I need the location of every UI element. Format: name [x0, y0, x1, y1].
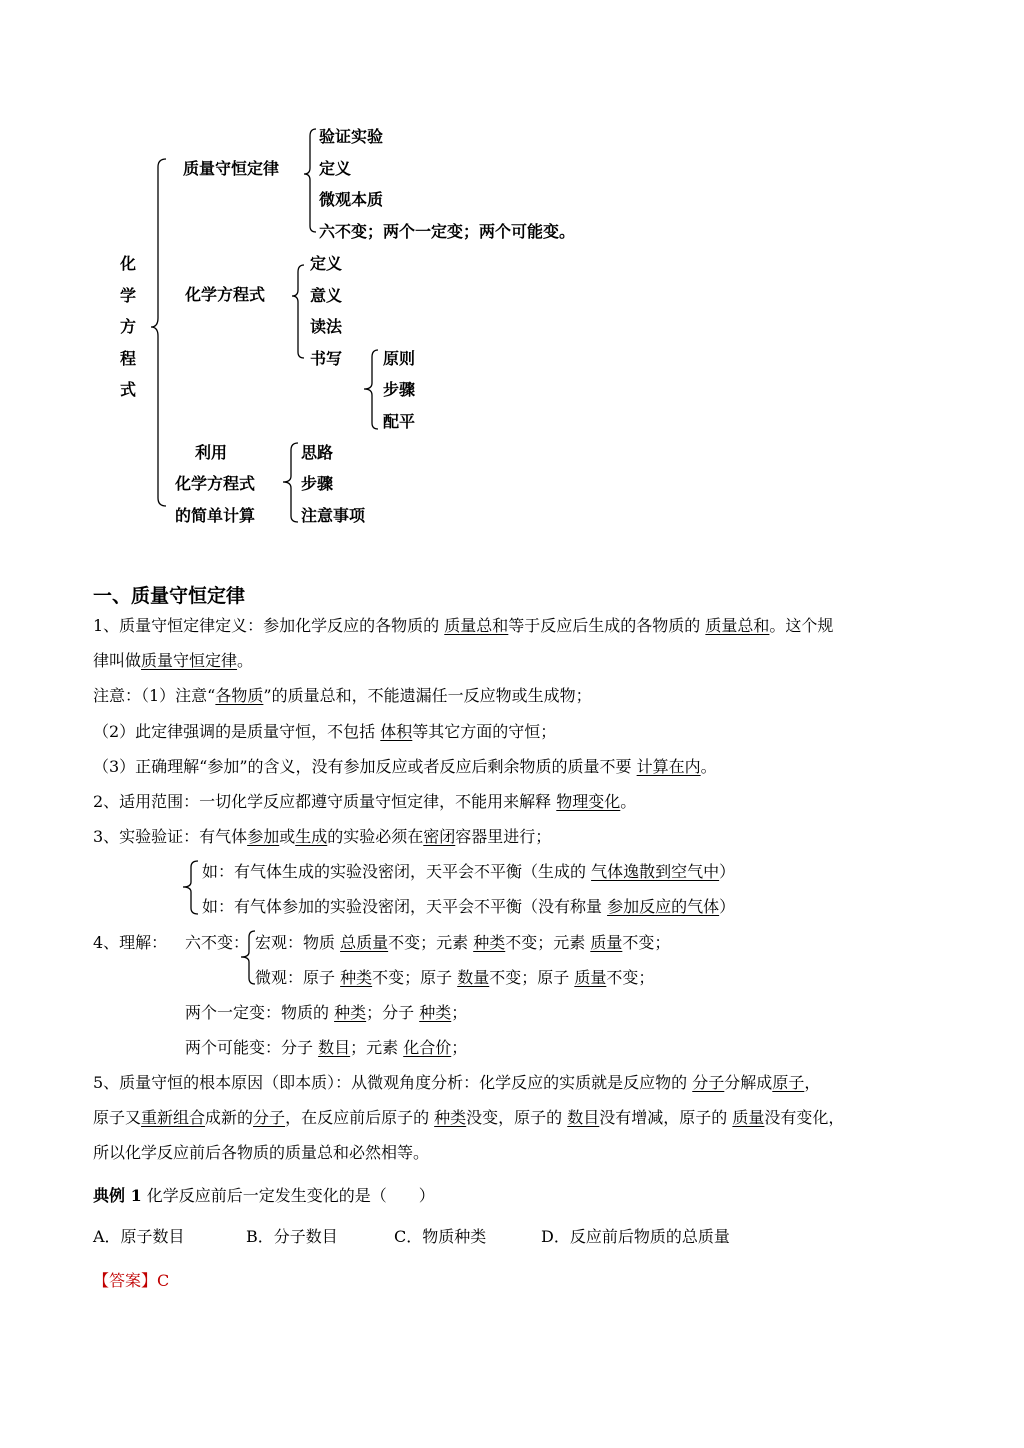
paragraph-2: 2、适用范围：一切化学反应都遵守质量守恒定律，不能用来解释 物理变化。 — [93, 792, 637, 811]
micro-line: 微观：原子 种类不变；原子 数量不变；原子 质量不变； — [255, 968, 655, 987]
paragraph-5-line-1: 5、质量守恒的根本原因（即本质）：从微观角度分析：化学反应的实质就是反应物的 分子分解成原子， — [93, 1073, 821, 1092]
tree-root-char-1: 化 — [120, 254, 137, 273]
law-item-4: 六不变；两个一定变；两个可能变。 — [319, 222, 576, 241]
law-item-3: 微观本质 — [319, 190, 384, 209]
branch-calc-label-1: 利用 — [195, 443, 228, 462]
calc-brace — [280, 442, 300, 524]
law-item-2: 定义 — [319, 159, 352, 178]
note-1: 注意：（1）注意“各物质”的质量总和，不能遗漏任一反应物或生成物； — [93, 686, 592, 705]
two-must-change: 两个一定变：物质的 种类；分子 种类； — [185, 1003, 468, 1022]
answer-label: 【答案】 — [93, 1271, 158, 1290]
branch-law-label: 质量守恒定律 — [183, 159, 280, 178]
tree-root-char-4: 程 — [120, 349, 137, 368]
paragraph-4-label: 4、理解： — [93, 933, 168, 952]
paragraph-5-line-3: 所以化学反应前后各物质的质量总和必然相等。 — [93, 1143, 430, 1162]
macro-line: 宏观：物质 总质量不变；元素 种类不变；元素 质量不变； — [255, 933, 671, 952]
option-b: B．分子数目 — [246, 1227, 338, 1246]
option-c: C．物质种类 — [394, 1227, 487, 1246]
branch-calc-label-2: 化学方程式 — [175, 474, 256, 493]
writing-item-3: 配平 — [383, 412, 416, 431]
option-d: D．反应前后物质的总质量 — [541, 1227, 730, 1246]
tree-root-char-5: 式 — [120, 380, 137, 399]
equation-item-2: 意义 — [310, 286, 343, 305]
calc-item-1: 思路 — [301, 443, 334, 462]
paragraph-1-cont: 律叫做质量守恒定律。 — [93, 651, 254, 670]
paragraph-1: 1、质量守恒定律定义：参加化学反应的各物质的 质量总和等于反应后生成的各物质的 质量总和。这个规 — [93, 616, 834, 635]
branch-equation-label: 化学方程式 — [185, 285, 266, 304]
note-2: （2）此定律强调的是质量守恒，不包括 体积等其它方面的守恒； — [93, 722, 557, 741]
writing-item-1: 原则 — [383, 349, 416, 368]
calc-item-2: 步骤 — [301, 474, 334, 493]
experiment-brace — [180, 860, 200, 916]
writing-brace — [360, 349, 380, 431]
paragraph-3: 3、实验验证：有气体参加或生成的实验必须在密闭容器里进行； — [93, 827, 552, 846]
equation-item-1: 定义 — [310, 254, 343, 273]
six-unchanged-label: 六不变： — [185, 933, 250, 952]
equation-item-4: 书写 — [310, 349, 343, 368]
branch-calc-label-3: 的简单计算 — [175, 506, 256, 525]
section-title: 一、质量守恒定律 — [93, 585, 246, 607]
experiment-case-1: 如：有气体生成的实验没密闭，天平会不平衡（生成的 气体逸散到空气中） — [202, 862, 736, 881]
writing-item-2: 步骤 — [383, 380, 416, 399]
note-3: （3）正确理解“参加”的含义，没有参加反应或者反应后剩余物质的质量不要 计算在内。 — [93, 757, 717, 776]
tree-root-char-3: 方 — [120, 317, 137, 336]
answer-value: C — [157, 1271, 170, 1290]
paragraph-5-line-2: 原子又重新组合成新的分子，在反应前后原子的 种类没变，原子的 数目没有增减，原子的 质量没有变化， — [93, 1108, 845, 1127]
calc-item-3: 注意事项 — [301, 506, 366, 525]
law-brace — [302, 128, 318, 234]
example-label: 典例 1 — [93, 1186, 142, 1205]
example-question: 典例 1 化学反应前后一定发生变化的是（ ） — [93, 1186, 435, 1205]
equation-item-3: 读法 — [310, 317, 343, 336]
experiment-case-2: 如：有气体参加的实验没密闭，天平会不平衡（没有称量 参加反应的气体） — [202, 897, 736, 916]
main-brace — [150, 158, 170, 508]
tree-root-char-2: 学 — [120, 286, 137, 305]
two-may-change: 两个可能变：分子 数目；元素 化合价； — [185, 1038, 468, 1057]
law-item-1: 验证实验 — [319, 127, 384, 146]
equation-brace — [290, 264, 306, 360]
answer-line — [93, 1268, 169, 1291]
option-a: A．原子数目 — [93, 1227, 185, 1246]
